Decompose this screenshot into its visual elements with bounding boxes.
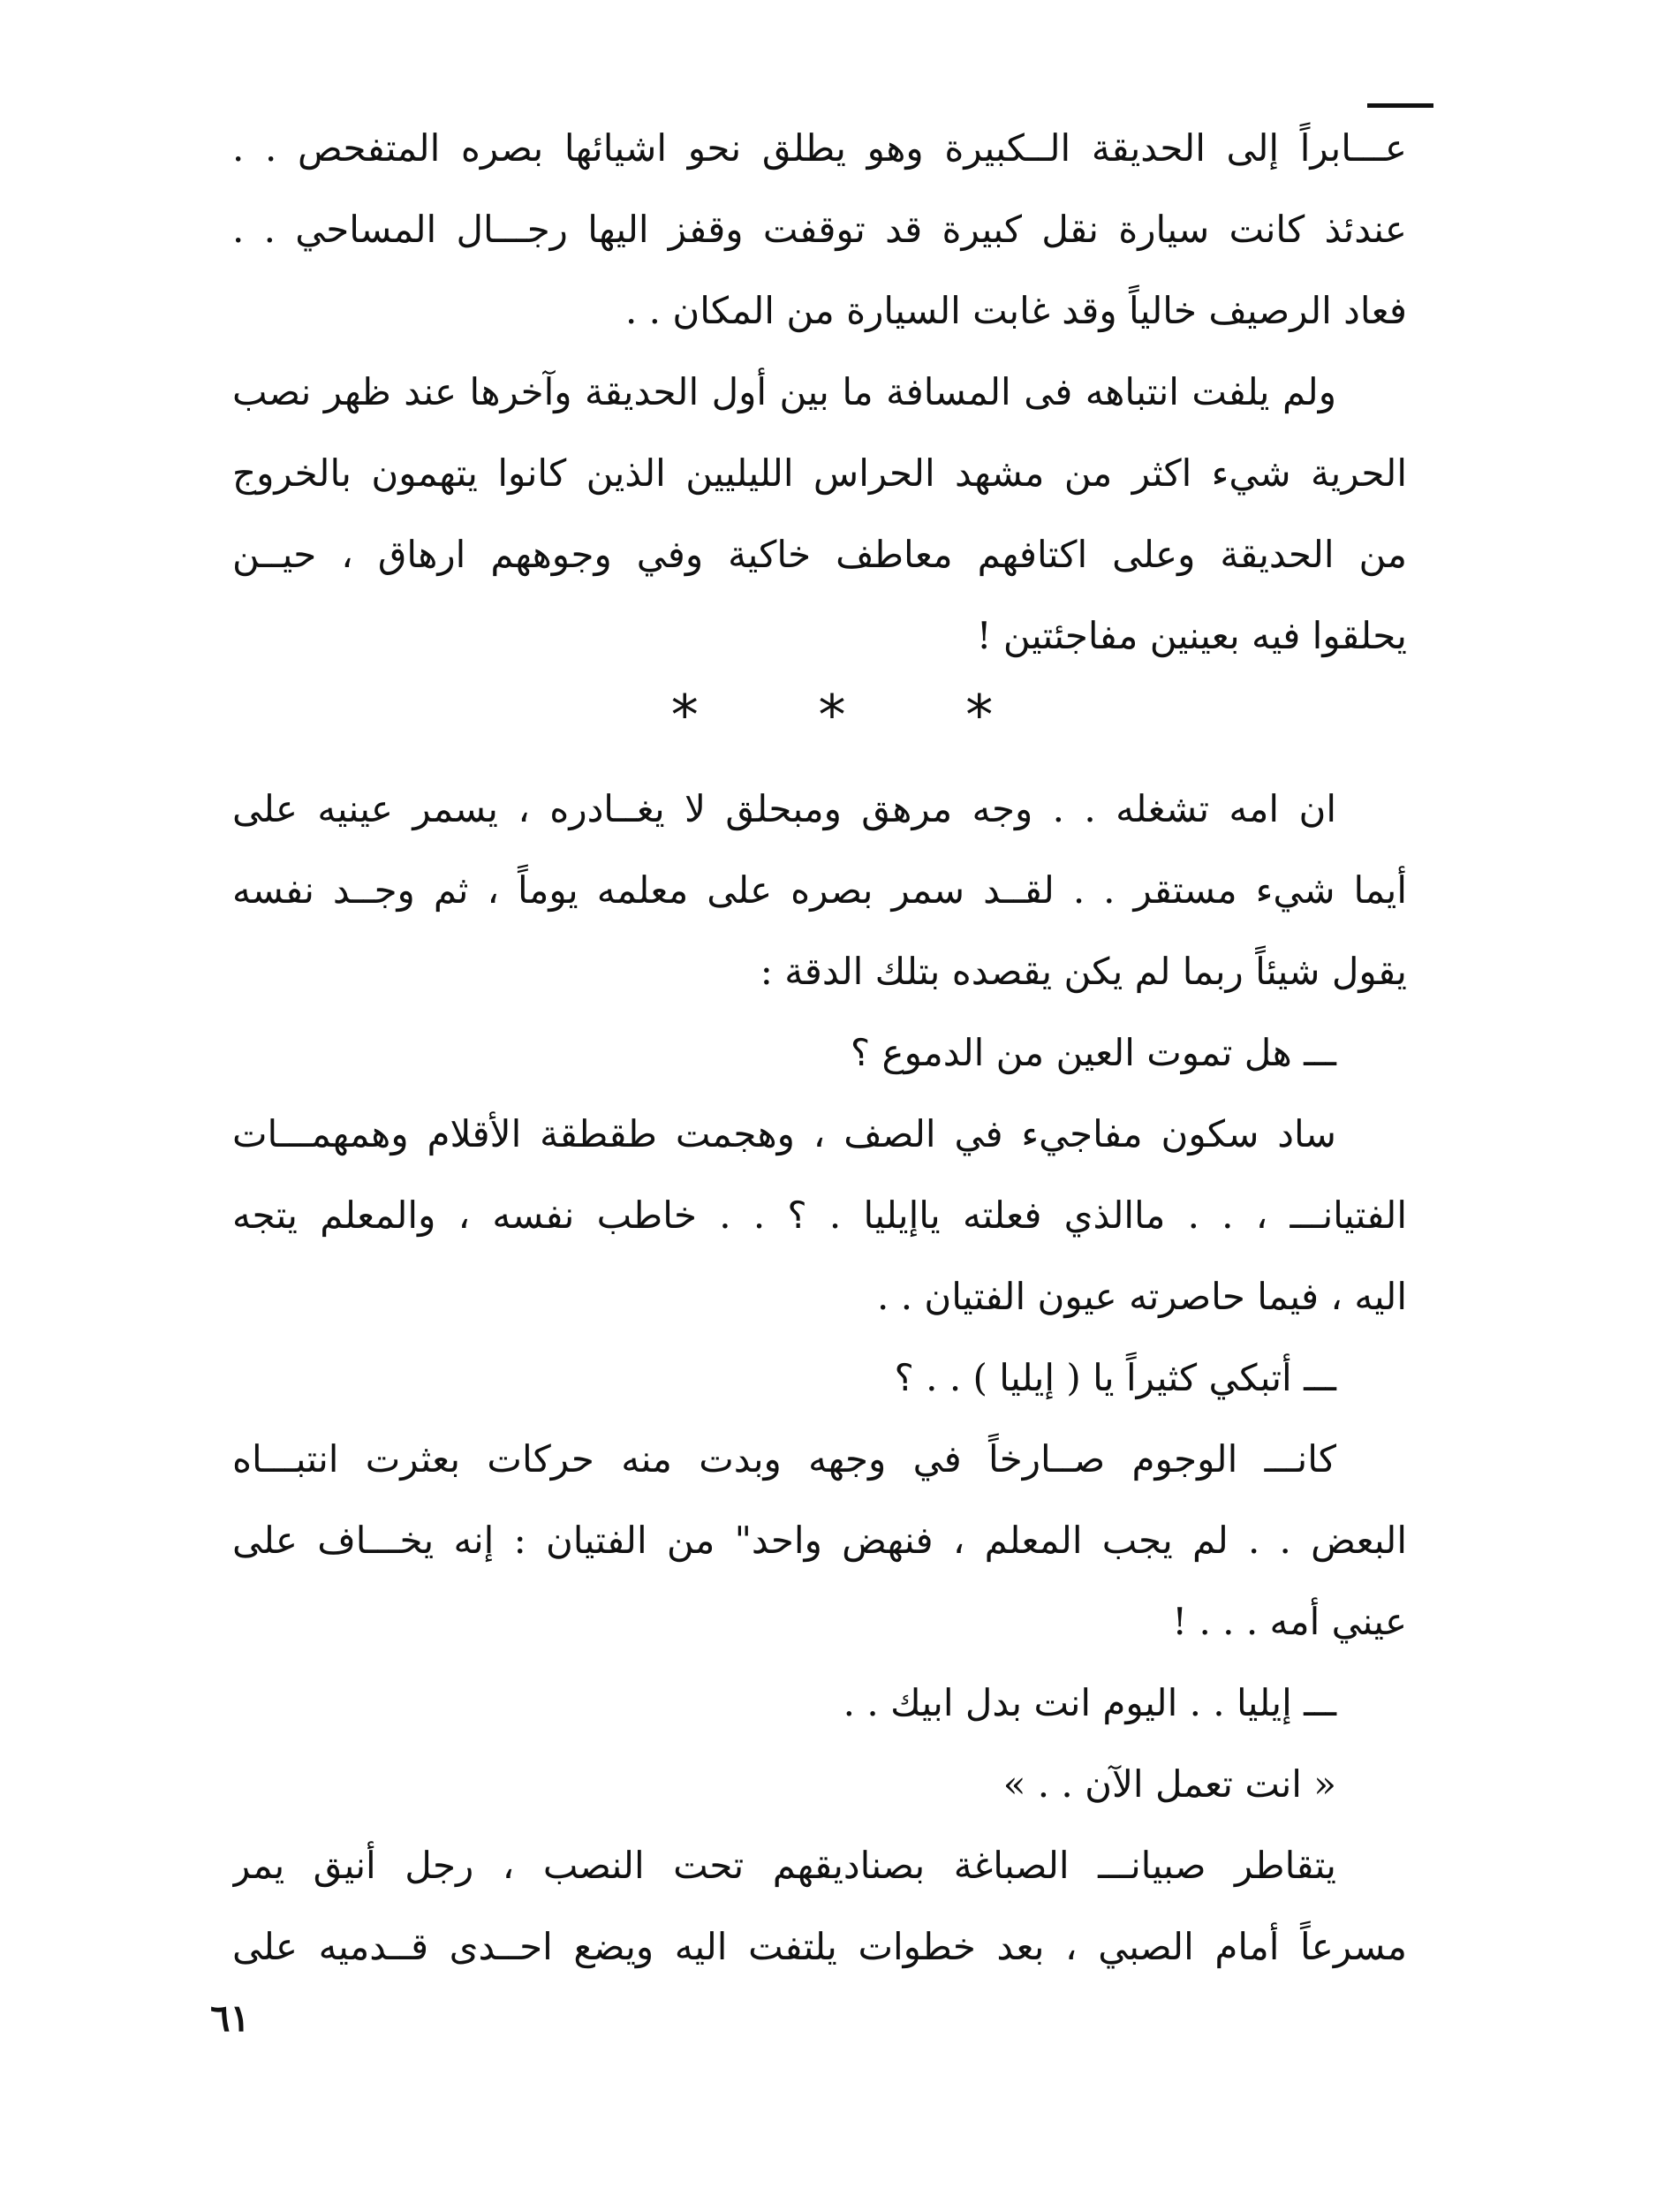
dialogue-line: ـــ أتبكي كثيراً يا ( إيليا ) . . ؟ (894, 1356, 1336, 1399)
text-line: الحرية شيء اكثر من مشهد الحراس الليليين الذين كانوا يتهمون بالخروج (232, 451, 1407, 495)
text-line: الفتيانـــ ، . . ماالذي فعلته ياإيليا . ؟ . . خاطب نفسه ، والمعلم يتجه (232, 1193, 1407, 1237)
paragraph-group-one (232, 108, 1407, 352)
text-line: من الحديقة وعلى اكتافهم معاطف خاكية وفي وجوههم ارهاق ، حيــن (232, 533, 1407, 576)
text-line: يقول شيئاً ربما لم يكن يقصده بتلك الدقة : (760, 950, 1407, 993)
text-line: يتقاطر صبيانـــ الصباغة بصناديقهم تحت النصب ، رجل أنيق يمر (232, 1844, 1336, 1887)
text-line: كانـــ الوجوم صــارخاً في وجهه وبدت منه حركات بعثرت انتبـــاه (232, 1437, 1336, 1481)
text-line: البعض . . لم يجب المعلم ، فنهض واحد" من الفتيان : إنه يخـــاف على (232, 1519, 1407, 1562)
text-line: اليه ، فيما حاصرته عيون الفتيان . . (877, 1275, 1407, 1318)
section-separator: * * * (670, 683, 1045, 747)
text-line: عندئذ كانت سيارة نقل كبيرة قد توقفت وقفز اليها رجـــال المساحي . . (232, 208, 1407, 251)
text-line: فعاد الرصيف خالياً وقد غابت السيارة من المكان . . (624, 289, 1407, 332)
text-line: أيما شيء مستقر . . لقــد سمر بصره على معلمه يوماً ، ثم وجــد نفسه (232, 868, 1407, 912)
text-line: ساد سكون مفاجيء في الصف ، وهجمت طقطقة الأقلام وهمهمـــات (232, 1112, 1336, 1155)
dialogue-line: ـــ إيليا . . اليوم انت بدل ابيك . . (843, 1681, 1336, 1724)
text-line: ولم يلفت انتباهه فى المسافة ما بين أول الحديقة وآخرها عند ظهر نصب (232, 370, 1336, 413)
paragraph-group-classroom (232, 769, 1407, 1988)
quote-line: « انت تعمل الآن . . » (1002, 1762, 1336, 1806)
paragraph-guards (232, 352, 1407, 677)
dialogue-line: ـــ هل تموت العين من الدموع ؟ (850, 1031, 1336, 1074)
text-line: مسرعاً أمام الصبي ، بعد خطوات يلتفت اليه ويضع احــدى قــدميه على (232, 1925, 1407, 1968)
text-line: يحلقوا فيه بعينين مفاجئتين ! (976, 614, 1407, 657)
page-number: ٦١ (210, 1996, 251, 2040)
text-line: عيني أمه . . . ! (1172, 1600, 1407, 1643)
text-line: عـــابراً إلى الحديقة الــكبيرة وهو يطلق نحو اشيائها بصره المتفحص . . (232, 126, 1407, 170)
text-line: ان امه تشغله . . وجه مرهق ومبحلق لا يغــادره ، يسمر عينيه على (232, 787, 1336, 830)
